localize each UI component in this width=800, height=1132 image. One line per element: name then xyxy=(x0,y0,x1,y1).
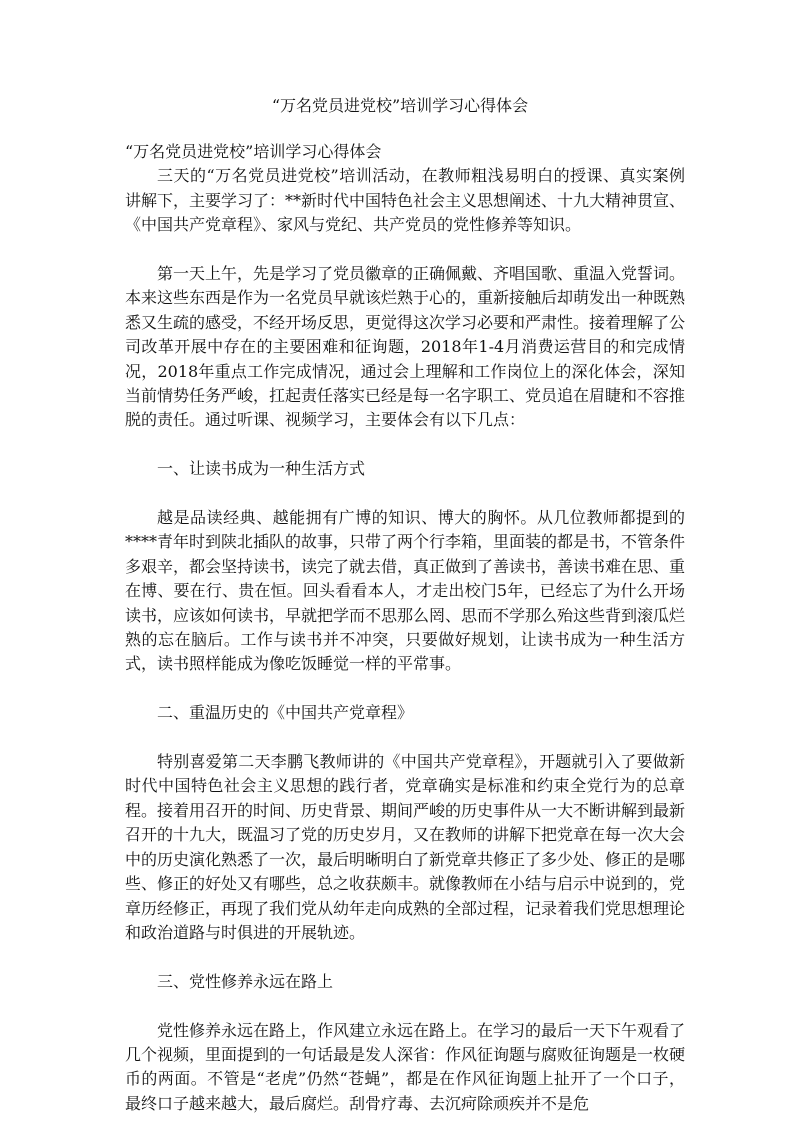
document-subtitle: “万名党员进党校”培训学习心得体会 xyxy=(125,142,382,161)
section3-heading: 三、党性修养永远在路上 xyxy=(157,971,334,991)
day-one-paragraph: 第一天上午，先是学习了党员徽章的正确佩戴、齐唱国歌、重温入党誓词。本来这些东西是作为一名党员早就该烂熟于心的，重新接触后却萌发出一种既熟悉又生疏的感受，不经开场反思，更觉得这次学习必要和严肃性。接着理解了公司改革开展中存在的主要困难和征询题，2018年1-4月消费运营目的和完成情况，2018年重点工作完成情况，通过会上理解和工作岗位上的深化体会，深知当前情势任务严峻，扛起责任落实已经是每一名字职工、党员追在眉睫和不容推脱的责任。通过听课、视频学习，主要体会有以下几点： xyxy=(125,264,686,430)
section1-heading: 一、让读书成为一种生活方式 xyxy=(157,459,366,479)
intro-paragraph: 三天的“万名党员进党校”培训活动，在教师粗浅易明白的授课、真实案例讲解下，主要学习了：**新时代中国特色社会主义思想阐述、十九大精神贯宣、《中国共产党章程》、家风与党纪、共产党员的党性修养等知识。 xyxy=(125,166,686,235)
section1-paragraph: 越是品读经典、越能拥有广博的知识、博大的胸怀。从几位教师都提到的****青年时到陕北插队的故事，只带了两个行李箱，里面装的都是书，不管条件多艰辛，都会坚持读书，读完了就去借，真正做到了善读书，善读书难在思、重在博、要在行、贵在恒。回头看看本人，才走出校门5年，已经忘了为什么开场读书，应该如何读书，早就把学而不思那么罔、思而不学那么殆这些背到滚瓜烂熟的忘在脑后。工作与读书并不冲突，只要做好规划，让读书成为一种生活方式，读书照样能成为像吃饭睡觉一样的平常事。 xyxy=(125,508,686,674)
section3-paragraph: 党性修养永远在路上，作风建立永远在路上。在学习的最后一天下午观看了几个视频，里面提到的一句话最是发人深省：作风征询题与腐败征询题是一枚硬币的两面。不管是“老虎”仍然“苍蝇”，都是在作风征询题上扯开了一个口子，最终口子越来越大，最后腐烂。刮骨疗毒、去沉疴除顽疾并不是危 xyxy=(125,1020,686,1113)
section2-paragraph: 特别喜爱第二天李鹏飞教师讲的《中国共产党章程》，开题就引入了要做新时代中国特色社会主义思想的践行者，党章确实是标准和约束全党行为的总章程。接着用召开的时间、历史背景、期间严峻的历史事件从一大不断讲解到最新召开的十九大，既温习了党的历史岁月，又在教师的讲解下把党章在每一次大会中的历史演化熟悉了一次，最后明晰明白了新党章共修正了多少处、修正的是哪些、修正的好处又有哪些，总之收获颇丰。就像教师在小结与启示中说到的，党章历经修正，再现了我们党从幼年走向成熟的全部过程，记录着我们党思想理论和政治道路与时俱进的开展轨迹。 xyxy=(125,752,686,942)
section2-heading: 二、重温历史的《中国共产党章程》 xyxy=(157,703,414,723)
document-title: “万名党员进党校”培训学习心得体会 xyxy=(271,96,529,115)
document-body xyxy=(125,140,685,1116)
